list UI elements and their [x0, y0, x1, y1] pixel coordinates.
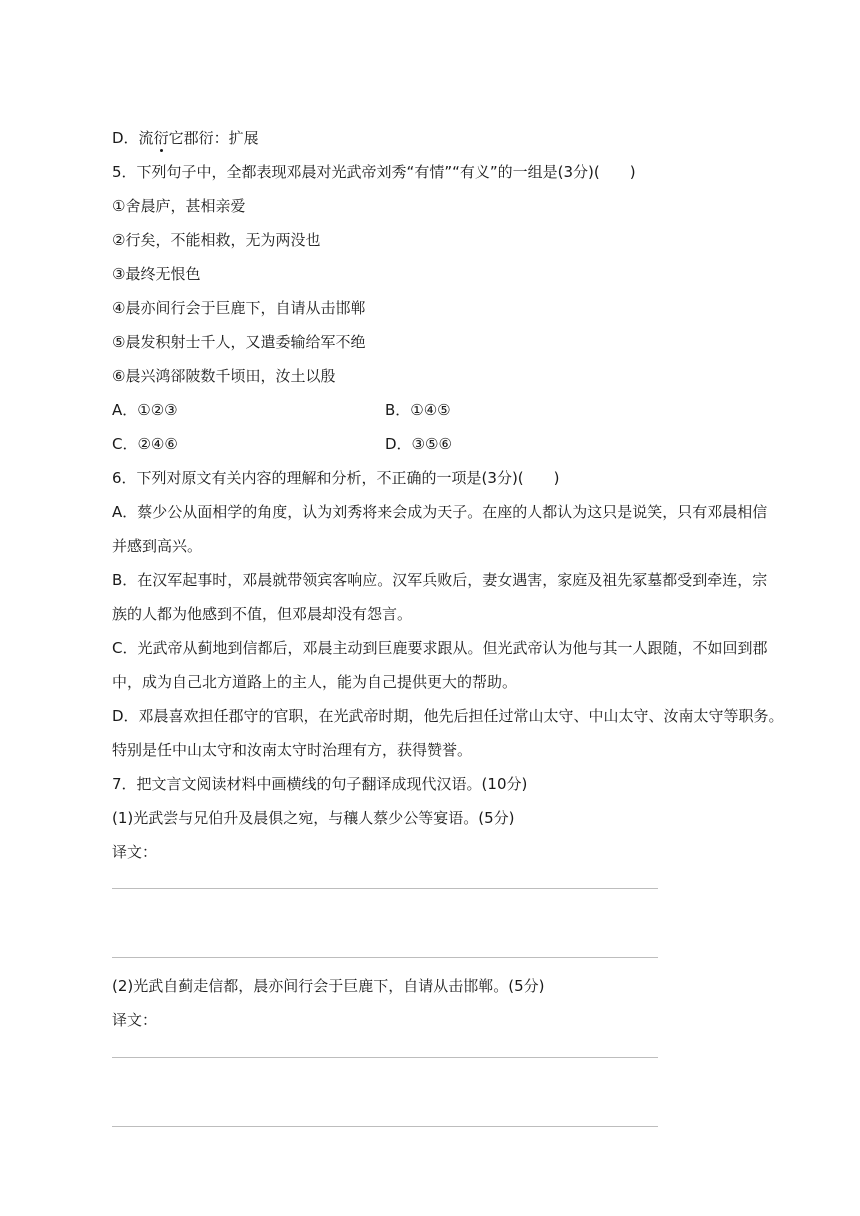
- q6-option-d-line1: D．邓晨喜欢担任郡守的官职，在光武帝时期，他先后担任过常山太守、中山太守、汝南太守等职务。: [112, 707, 784, 725]
- q7-translation-label-1: 译文：: [112, 843, 158, 861]
- answer-line[interactable]: [112, 1057, 658, 1058]
- q5-item-3: ③最终无恨色: [112, 265, 201, 283]
- q5-option-c: C．②④⑥: [112, 435, 178, 453]
- q7-stem: 7．把文言文阅读材料中画横线的句子翻译成现代汉语。(10分): [112, 775, 528, 793]
- q5-item-6: ⑥晨兴鸿郤陂数千顷田，汝土以殷: [112, 367, 336, 385]
- q5-item-5: ⑤晨发积射士千人，又遣委输给军不绝: [112, 333, 366, 351]
- q6-option-a-line1: A．蔡少公从面相学的角度，认为刘秀将来会成为天子。在座的人都认为这只是说笑，只有邓晨相信: [112, 503, 768, 521]
- q5-option-b: B．①④⑤: [385, 401, 451, 419]
- q5-item-1: ①舍晨庐，甚相亲爱: [112, 197, 246, 215]
- q5-item-2: ②行矣，不能相救，无为两没也: [112, 231, 321, 249]
- answer-line[interactable]: [112, 888, 658, 889]
- q6-option-d-line2: 特别是任中山太守和汝南太守时治理有方，获得赞誉。: [112, 741, 473, 759]
- q5-stem: 5．下列句子中，全都表现邓晨对光武帝刘秀“有情”“有义”的一组是(3分)( ): [112, 163, 636, 181]
- q6-option-a-line2: 并感到高兴。: [112, 537, 203, 555]
- answer-line[interactable]: [112, 957, 658, 958]
- q5-option-d: D．③⑤⑥: [385, 435, 452, 453]
- q4-option-d-prefix: D．流: [112, 129, 154, 147]
- q6-option-c-line2: 中，成为自己北方道路上的主人，能为自己提供更大的帮助。: [112, 673, 518, 691]
- q5-item-4: ④晨亦间行会于巨鹿下，自请从击邯郸: [112, 299, 366, 317]
- q6-stem: 6．下列对原文有关内容的理解和分析，不正确的一项是(3分)( ): [112, 469, 560, 487]
- q6-option-b-line1: B．在汉军起事时，邓晨就带领宾客响应。汉军兵败后，妻女遇害，家庭及祖先冢墓都受到牵连，宗: [112, 571, 768, 589]
- q5-option-a: A．①②③: [112, 401, 178, 419]
- q7-sentence-2: (2)光武自蓟走信都，晨亦间行会于巨鹿下，自请从击邯郸。(5分): [112, 977, 545, 995]
- q7-sentence-1: (1)光武尝与兄伯升及晨俱之宛，与穰人蔡少公等宴语。(5分): [112, 809, 515, 827]
- answer-line[interactable]: [112, 1126, 658, 1127]
- q6-option-c-line1: C．光武帝从蓟地到信都后，邓晨主动到巨鹿要求跟从。但光武帝认为他与其一人跟随，不如回到郡: [112, 639, 768, 657]
- q4-option-d-dotted-char: 衍: [153, 129, 169, 147]
- q4-option-d-suffix: 它郡衍：扩展: [168, 129, 259, 147]
- q6-option-b-line2: 族的人都为他感到不值，但邓晨却没有怨言。: [112, 605, 413, 623]
- q7-translation-label-2: 译文：: [112, 1011, 158, 1029]
- q4-option-d: [112, 128, 259, 148]
